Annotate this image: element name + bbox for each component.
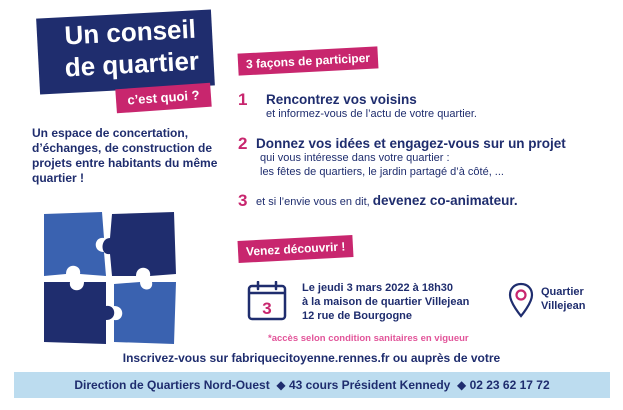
title-line-1: Un conseil: [63, 13, 197, 51]
participate-item-3: [238, 193, 518, 208]
intro-text: Un espace de concertation, d’échanges, de construction de projets entre habitants du même quartier !: [32, 126, 218, 185]
item-strong: devenez co-animateur.: [372, 193, 518, 208]
event-tag: Venez découvrir !: [238, 235, 354, 263]
participate-tag: 3 façons de participer: [238, 46, 379, 75]
sanitary-note: *accès selon condition sanitaires en vigueur: [268, 333, 469, 344]
puzzle-piece-top-left: [44, 212, 106, 276]
puzzle-piece-top-right: [103, 212, 177, 276]
item-number: 3: [238, 191, 248, 210]
item-subtext: et informez-vous de l’actu de votre quartier.: [266, 108, 477, 120]
event-address: 12 rue de Bourgogne: [302, 310, 413, 322]
puzzle-icon: [40, 208, 180, 348]
place-line-2: Villejean: [541, 300, 586, 312]
contact-bar: [14, 372, 610, 398]
participate-item-2: [238, 136, 566, 179]
item-number: 1: [238, 90, 248, 109]
item-heading: Donnez vos idées et engagez-vous sur un projet: [256, 136, 566, 151]
event-place: [541, 285, 585, 313]
item-heading: [256, 193, 518, 208]
puzzle-piece-bottom-left: [44, 282, 114, 344]
page-title: [44, 12, 217, 85]
location-pin-icon: [508, 282, 534, 318]
item-number: 2: [238, 134, 248, 153]
calendar-day: 3: [262, 299, 272, 318]
item-subtext: qui vous intéresse dans votre quartier :: [260, 152, 450, 164]
page-subtitle: c’est quoi ?: [126, 87, 201, 108]
event-venue: à la maison de quartier Villejean: [302, 296, 470, 308]
event-details: [302, 281, 512, 323]
calendar-icon: [247, 281, 287, 321]
puzzle-piece-bottom-right: [114, 282, 176, 344]
contact-text: Direction de Quartiers Nord-Ouest ◆ 43 cours Président Kennedy ◆ 02 23 62 17 72: [74, 378, 550, 392]
signup-text: Inscrivez-vous sur fabriquecitoyenne.rennes.fr ou auprès de votre: [122, 351, 501, 365]
title-line-2: de quartier: [63, 45, 200, 83]
participate-item-1: [238, 92, 477, 121]
item-subtext: les fêtes de quartiers, le jardin partagé d’à côté, ...: [260, 166, 504, 178]
item-prefix: et si l’envie vous en dit,: [256, 196, 370, 208]
item-heading: Rencontrez vos voisins: [266, 92, 417, 107]
event-date: Le jeudi 3 mars 2022 à 18h30: [302, 282, 454, 294]
place-line-1: Quartier: [541, 286, 584, 298]
